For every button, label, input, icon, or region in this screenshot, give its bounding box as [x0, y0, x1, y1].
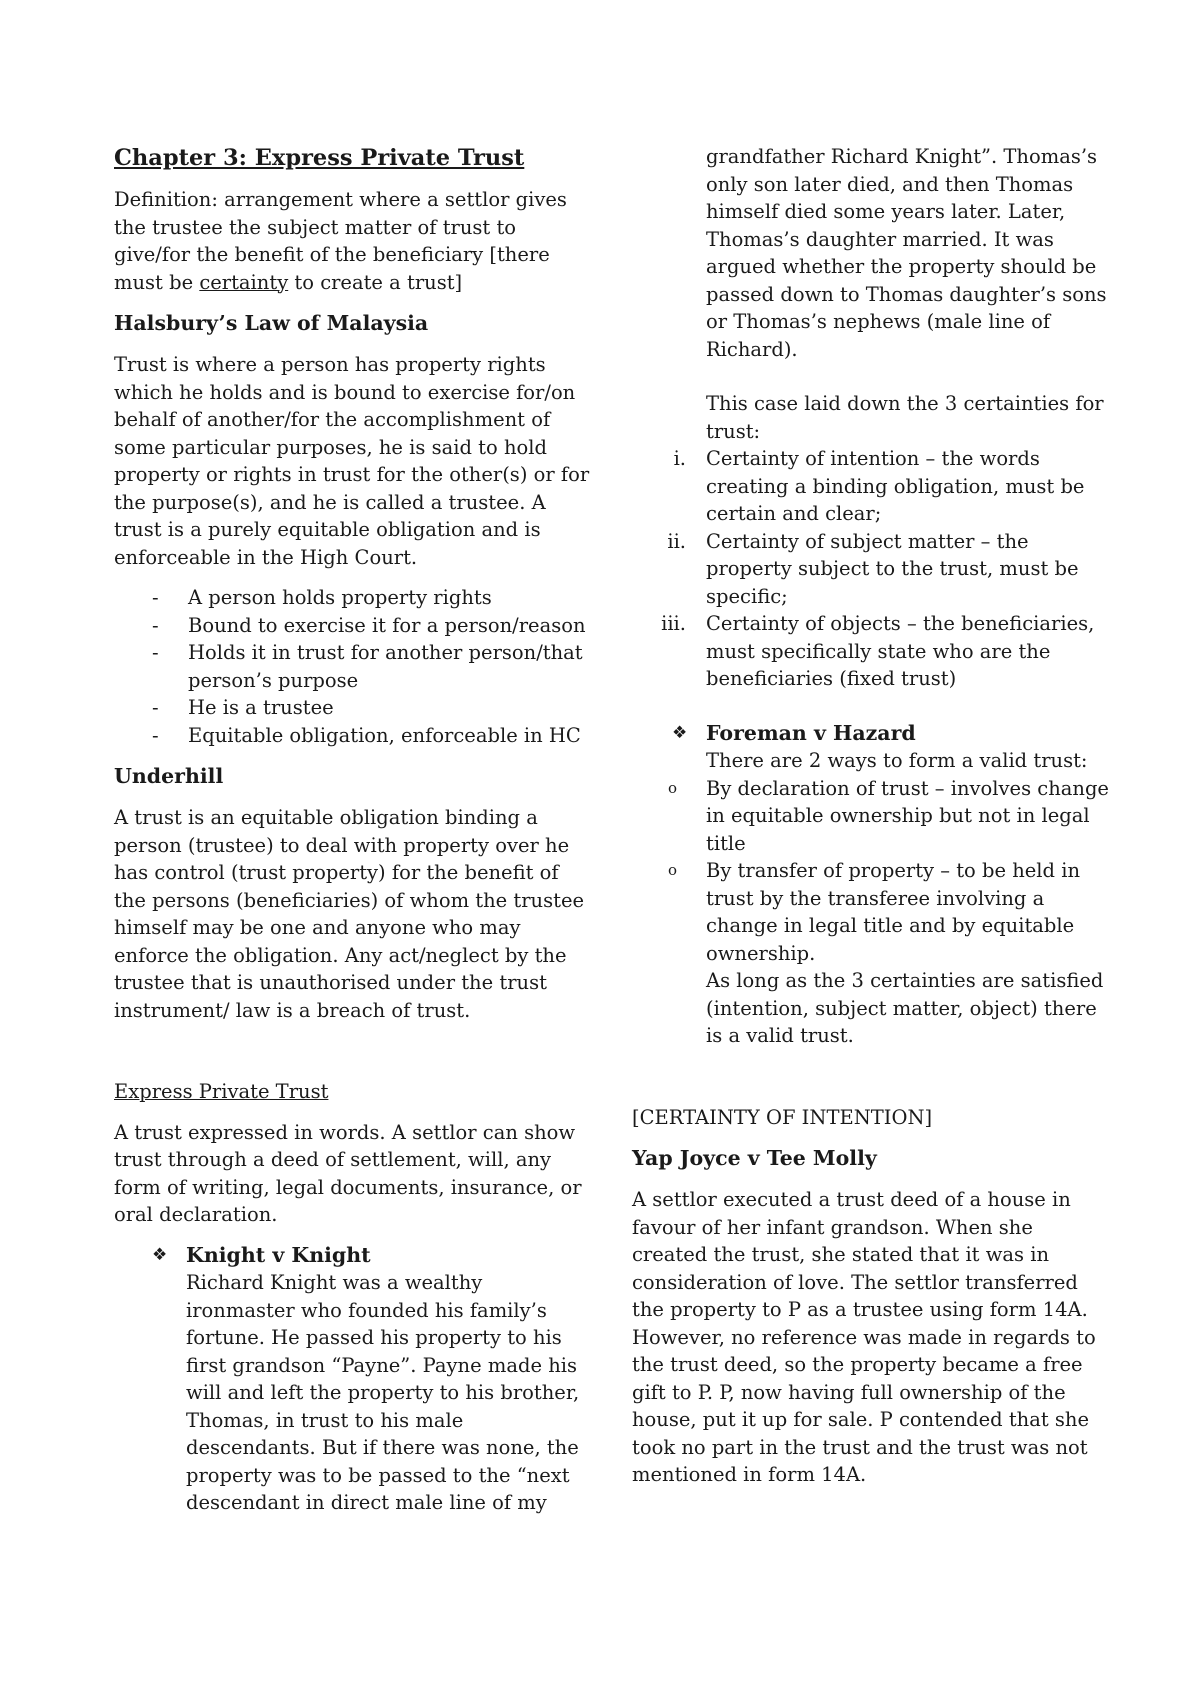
dash-marker: -: [152, 613, 159, 637]
list-item-text: Certainty of subject matter – the property subject to the trust, must be specific;: [706, 529, 1079, 608]
halsbury-bullet-list: [114, 584, 594, 749]
list-item: [114, 639, 594, 694]
yap-case-heading: Yap Joyce v Tee Molly: [632, 1146, 877, 1170]
list-item-text: By transfer of property – to be held in trust by the transferee involving a change in legal title and by equitable ownership.: [706, 859, 1081, 965]
roman-numeral: ii.: [667, 529, 686, 553]
list-item: [632, 610, 1112, 693]
list-item-text: He is a trustee: [188, 696, 334, 719]
certainty-of-intention-label: [CERTAINTY OF INTENTION]: [632, 1105, 933, 1129]
halsbury-heading: Halsbury’s Law of Malaysia: [114, 311, 429, 335]
certainties-list: [632, 445, 1112, 693]
dash-marker: -: [152, 696, 159, 719]
underhill-heading: Underhill: [114, 764, 224, 788]
knight-case-continuation: grandfather Richard Knight”. Thomas’s only son later died, and then Thomas himself died some years later. Later, Thomas’s daughter married. It was argued whether the property should be passed down to Thomas daughter’s sons or Thomas’s nephews (male line of Richard).: [706, 145, 1107, 361]
knight-case: [114, 1242, 594, 1517]
definition-underlined-word: certainty: [199, 270, 289, 294]
dash-marker: -: [152, 586, 159, 609]
halsbury-paragraph: Trust is where a person has property rights which he holds and is bound to exercise for/on behalf of another/for the accomplishment of some particular purposes, he is said to hold property or rights in trust for the other(s) or for the purpose(s), and he is called a trustee. A trust is a purely equitable obligation and is enforceable in the High Court.: [114, 353, 590, 569]
list-item: [632, 775, 1112, 858]
foreman-intro: There are 2 ways to form a valid trust:: [706, 749, 1088, 772]
roman-numeral: iii.: [661, 612, 686, 635]
list-item: [114, 694, 594, 722]
express-private-trust-paragraph: A trust expressed in words. A settlor can show trust through a deed of settlement, will, any form of writing, legal documents, insurance, or oral declaration.: [114, 1120, 582, 1226]
express-private-trust-heading: Express Private Trust: [114, 1080, 329, 1103]
list-item-text: A person holds property rights: [188, 586, 492, 609]
chapter-title: Chapter 3: Express Private Trust: [114, 145, 525, 171]
underhill-paragraph: A trust is an equitable obligation binding a person (trustee) to deal with property over he has control (trust property) for the benefit of the persons (beneficiaries) of whom the trustee himself may be one and anyone who may enforce the obligation. Any act/neglect by the trustee that is unauthorised under the trust instrument/ law is a breach of trust.: [114, 806, 585, 1022]
right-column: [632, 143, 1112, 1502]
list-item: [632, 528, 1112, 611]
knight-case-text: Richard Knight was a wealthy ironmaster who founded his family’s fortune. He passed his property to his first grandson “Payne”. Payne made his will and left the property to his brother, Thomas, in trust to his male descendants. But if there was none, the property was to be passed to the “next descendant in direct male line of my: [186, 1271, 580, 1514]
left-column: [114, 143, 594, 1517]
circle-bullet-icon: o: [668, 778, 678, 797]
trust-formation-list: [632, 775, 1112, 968]
circle-bullet-icon: o: [668, 861, 678, 879]
list-item-text: Certainty of objects – the beneficiaries, must specifically state who are the beneficiaries (fixed trust): [706, 612, 1095, 690]
dash-marker: -: [152, 641, 159, 664]
roman-numeral: i.: [673, 447, 686, 470]
list-item: [114, 612, 594, 640]
diamond-bullet-icon: ❖: [672, 722, 688, 743]
knight-case-name: Knight v Knight: [186, 1242, 371, 1267]
foreman-case-name: Foreman v Hazard: [706, 720, 916, 745]
list-item-text: By declaration of trust – involves change in equitable ownership but not in legal title: [706, 776, 1109, 855]
definition-text-end: to create a trust]: [288, 270, 463, 294]
definition-text-start: Definition: arrangement where a settlor gives the trustee the subject matter of trust to give/for the benefit of the beneficiary [there must be: [114, 188, 567, 294]
foreman-conclusion: As long as the 3 certainties are satisfied (intention, subject matter, object) there is a valid trust.: [706, 969, 1104, 1047]
list-item-text: Certainty of intention – the words creating a binding obligation, must be certain and clear;: [706, 447, 1085, 525]
list-item: [632, 857, 1112, 967]
list-item-text: Equitable obligation, enforceable in HC: [188, 723, 581, 747]
definition-paragraph: [114, 186, 594, 296]
diamond-bullet-icon: ❖: [152, 1244, 168, 1265]
yap-case-paragraph: A settlor executed a trust deed of a house in favour of her infant grandson. When she created the trust, she stated that it was in consideration of love. The settlor transferred the property to P as a trustee using form 14A. However, no reference was made in regards to the trust deed, so the property became a free gift to P. P, now having full ownership of the house, put it up for sale. P contended that she took no part in the trust and the trust was not mentioned in form 14A.: [632, 1188, 1096, 1486]
list-item-text: Bound to exercise it for a person/reason: [188, 613, 586, 637]
certainties-intro: This case laid down the 3 certainties for trust:: [706, 392, 1104, 443]
list-item: [114, 722, 594, 750]
list-item: [114, 584, 594, 612]
list-item: [632, 445, 1112, 528]
dash-marker: -: [152, 723, 159, 747]
list-item-text: Holds it in trust for another person/that person’s purpose: [188, 641, 583, 692]
foreman-case: [672, 720, 1112, 775]
